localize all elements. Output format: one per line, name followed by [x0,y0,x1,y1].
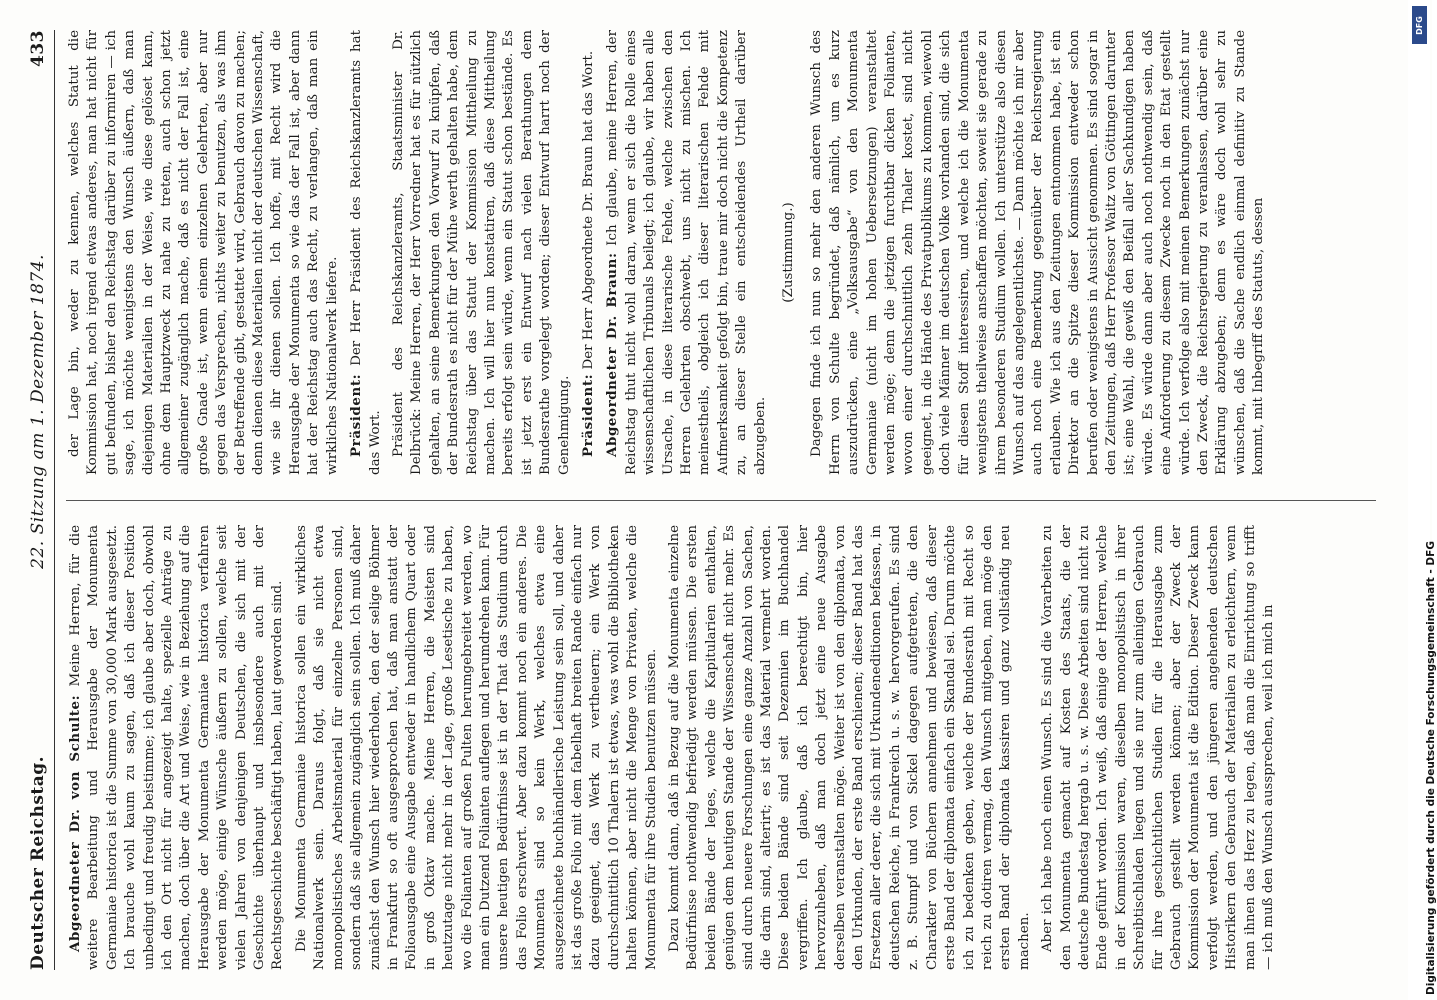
paragraph-text: Meine Herren, für die weitere Bearbeitung und Herausgabe der Monumenta Germaniae historica ist die Summe von 30,000 Mark ausgesetzt. Ich brauche wohl kaum zu sagen, daß ich dieser Position unbedingt und freudig beistimme; ich glaube aber doch, obwohl ich den Ort nicht für angezeigt halte, spezielle Anträge zu machen, doch über die Art und Weise, wie in Beziehung auf die Herausgabe der Monumenta Germaniae historica verfahren werden möge, einige Wünsche äußern zu sollen, welche seit vielen Jahren von denjenigen Deutschen, die sich mit der Geschichte überhaupt und insbesondere auch mit der Rechtsgeschichte beschäftigt haben, laut geworden sind. [68,525,286,970]
paragraph [1039,525,1278,970]
paragraph-text: der Lage bin, weder zu kennen, welches Statut die Kommission hat, noch irgend etwas anderes, man hat nicht für gut befunden, bisher den Reichstag darüber zu informiren — ich sage, ich möchte wenigstens den Wunsch äußern, daß man diejenigen Materialien in der Weise, wie diese gelöset kann, ohne dem Hauptzweck zu nahe zu treten, auch schon jetzt allgemeiner zugänglich mache, daß es nicht der Fall ist, eine große Gnade ist, wenn einem einzelnen Gelehrten, aber nur gegen das Versprechen, nichts weiter zu benutzen, als was ihm der Betreffende gibt, gestattet wird, Gebrauch davon zu machen; denn dienen diese Materialien nicht der deutschen Wissenschaft, wie sie ihr dienen sollen. Ich hoffe, mit Recht wird die Herausgabe der Monumenta so wie das der Fall ist, aber dann hat der Reichstag auch das Recht, zu verlangen, daß man ein wirkliches Nationalwerk liefere. [67,30,340,475]
paragraph [66,30,342,475]
paragraph-text: Aber ich habe noch einen Wunsch. Es sind die Vorarbeiten zu den Monumenta gemacht auf Kosten des Staats, die der deutsche Bundestag hergab u. s. w. Diese Arbeiten sind nicht zu Ende geführt worden. Ich weiß, daß einige der Herren, welche in der Kommission waren, dieselben monopolistisch in ihrer Schreibtischladen liegen und sie nur zum alleinigen Gebrauch für ihre geschichtlichen Studien für die Herausgabe zum Gebrauch gestellt werden können; aber der Zweck der Kommission der Monumenta ist die Edition. Dieser Zweck kann verfolgt werden, und den jüngeren angehenden deutschen Historikern den Gebrauch der Materialien zu erleichtern, wenn man ihnen das Herz zu legen, daß man die Einrichtung so trifft — ich muß den Wunsch aussprechen, weil ich mich in [1040,525,1276,970]
page-number: 433 [28,30,48,68]
paragraph-text: Der Herr Präsident des Reichskanzleramts hat das Wort. [349,30,383,475]
text-column-right [66,30,1376,475]
paragraph [347,30,385,475]
speaker-name: Abgeordneter Dr. von Schulte: [67,694,83,952]
paragraph [579,30,598,475]
paragraph [666,525,1034,970]
paragraph [66,525,288,970]
journal-title: Deutscher Reichstag. [28,755,48,970]
paragraph [780,30,798,475]
digitization-credit: Digitalisierung gefördert durch die Deutsche Forschungsgemeinschaft - DFG [1425,541,1437,995]
paragraph [808,30,1268,475]
dfg-logo: DFG [1412,6,1427,44]
paragraph-text: Die Monumenta Germaniae historica sollen ein wirkliches Nationalwerk sein. Daraus folgt, daß sie nicht etwa monopolistisches Arbeitsmaterial für einzelne Personen sind, sondern daß sie allgemein zugänglich sein sollen. Ich muß daher zunächst den Wunsch hier wiederholen, den der selige Böhmer in Frankfurt so oft ausgesprochen hat, daß man anstatt der Folioausgabe eine Ausgabe entweder in handlichem Quart oder in groß Oktav mache. Meine Herren, die Meisten sind heutzutage nicht mehr in der Lage, große Lesetische zu haben, wo die Folianten auf großen Pulten herumgebreitet werden, wo man ein Dutzend Folianten auflegen und herumdrehen kann. Für unsere heutigen Bedürfnisse ist in der That das Studium durch das Folio erschwert. Aber dazu kommt noch ein anderes. Die Monumenta sind so kein Werk, welches etwa eine ausgezeichnete buchhändlerische Leistung sein soll, und daher ist das große Folio mit dem fabelhaft breiten Rande einfach nur dazu geeignet, das Werk zu vertheuern; ein Werk von durchschnittlich 10 Thalern ist etwas, was wohl die Bibliotheken halten können, aber nicht die Menge von Privaten, welche die Monumenta für ihre Studien benutzen müssen. [293,525,659,970]
paragraph-text: (Zustimmung.) [781,202,797,303]
running-head [28,30,55,970]
column-divider [66,500,1376,501]
paragraph-text: Dazu kommt dann, daß in Bezug auf die Monumenta einzelne Bedürfnisse nothwendig befriedigt werden müssen. Die ersten beiden Bände der leges, welche die Kapitularien enthalten, genügen dem heutigen Stande der Wissenschaft nicht mehr. Es sind durch neuere Forschungen eine ganze Anzahl von Sachen, die darin sind, alterirt; es ist das Material vermehrt worden. Diese beiden Bände sind seit Dezennien im Buchhandel vergriffen. Ich glaube, daß ich berechtigt bin, hier hervorzuheben, daß man doch jetzt eine neue Ausgabe derselben veranstalten möge. Weiter ist von den diplomata, von den Urkunden, der erste Band erschienen; dieser Band hat das Ersetzen aller derer, die sich mit Urkundeneditionen befassen, in deutschen Reiche, in Frankreich u. s. w. hervorgerufen. Es sind z. B. Stumpf und von Sickel dagegen aufgetreten, die den Charakter von Büchern annehmen und bewiesen, daß dieser erste Band der diplomata einfach ein Skandal sei. Darum möchte ich zu bedenken geben, welche der Bundesrath mit Recht so reich zu dotiren vermag, den Wunsch mitgeben, man möge den ersten Band der diplomata kassiren und ganz vollständig neu machen. [667,525,1032,970]
paragraph-text: Ich glaube, meine Herren, der Reichstag thut nicht wohl daran, wenn er sich die Rolle eines wissenschaftlichen Tribunals beilegt; ich glaube, wir haben alle Ursache, in diese literarische Fehde, welche zwischen den Herren Gelehrten obschwebt, uns nicht zu mischen. Ich meinestheils, obgleich ich dieser literarischen Fehde mit Aufmerksamkeit gefolgt bin, traue mir doch nicht die Kompetenz zu, an dieser Stelle ein entscheidendes Urtheil darüber abzugeben. [605,29,768,475]
paragraph-text: Präsident des Reichskanzleramts, Staatsminister Dr. Delbrück: Meine Herren, der Herr Vorredner hat es für nützlich gehalten, an seine Bemerkungen den Vorwurf zu knüpfen, daß der Bundesrath es nicht für der Mühe werth gehalten habe, dem Reichstag über das Statut der Kommission Mittheilung zu machen. Ich will hier nun konstatiren, daß diese Mittheilung bereits erfolgt sein würde, wenn ein Statut schon bestände. Es ist jetzt erst ein Entwurf nach vielen Berathungen dem Bundesrathe vorgelegt worden; dieser Entwurf harrt noch der Genehmigung. [390,30,572,475]
paragraph [293,525,661,970]
credit-strip [1408,0,1437,1000]
paragraph-text: Dagegen finde ich nun so mehr den anderen Wunsch des Herrn von Schulte begründet, daß nämlich, um es kurz auszudrücken, eine „Volksausgabe“ von den Monumenta Germaniae (nicht im hohen Uebersetzungen) veranstaltet werden möge; denn die jetzigen furchtbar dicken Folianten, wovon einer durchschnittlich zehn Thaler kostet, sind nicht geeignet, in die Hände des Privatpublikums zu kommen, wiewohl doch viele Männer im deutschen Volke vorhanden sind, die sich für diesen Stoff interessiren, und welche ich die Monumenta wenigstens theilweise anschaffen möchten, soweit sie gerade zu ihrem besonderen Studium wollen. Ich unterstütze also diesen Wunsch auf das angelegentlichste. — Dann möchte ich mir aber auch noch eine Bemerkung gegenüber der Reichsregierung erlauben. Wie ich aus den Zeitungen entnommen habe, ist ein Direktor an die Spitze dieser Kommission entweder schon berufen oder wenigstens in Aussicht genommen. Es sind sogar in den Zeitungen, daß Herr Professor Waitz von Göttingen darunter ist; eine Wahl, die gewiß den Beifall aller Sachkundigen haben würde. Es würde dann aber auch noch nothwendig sein, daß eine Anforderung zu diesem Zwecke noch in den Etat gestellt würde. Ich verfolge also mit meinen Bemerkungen zunächst nur den Zweck, die Reichsregierung zu veranlassen, darüber eine Erklärung abzugeben; denn es wäre doch wohl sehr zu wünschen, daß die Sache endlich einmal definitiv zu Stande kommt, mit Inbegriff des Statuts, dessen [809,30,1267,475]
session-title: 22. Sitzung am 1. Dezember 1874. [28,254,48,569]
text-column-left [66,525,1376,970]
paragraph [603,30,770,475]
speaker-name: Abgeordneter Dr. Braun: [604,252,621,457]
speaker-name: Präsident: [348,373,365,457]
paragraph [390,30,574,475]
paragraph-text: Der Herr Abgeordnete Dr. Braun hat das Wort. [580,50,596,370]
speaker-name: Präsident: [579,373,596,457]
